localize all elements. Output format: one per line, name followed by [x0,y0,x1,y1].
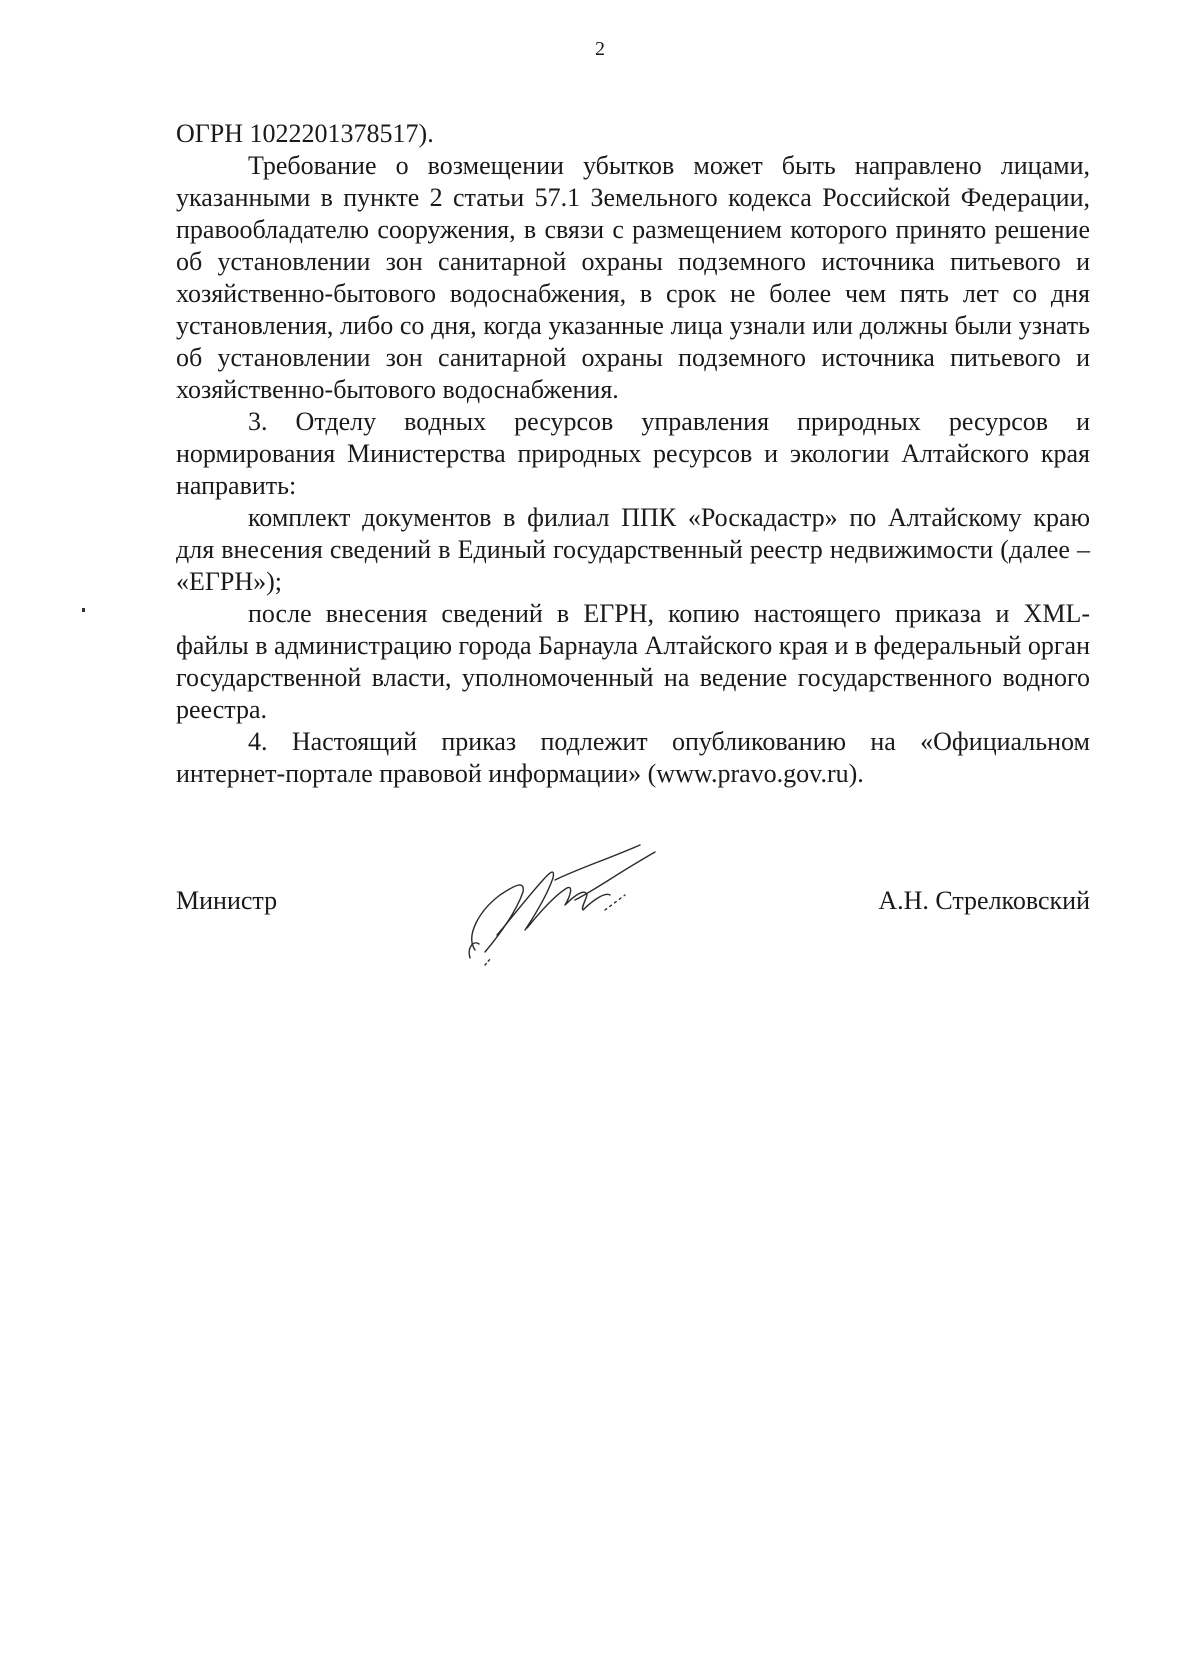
paragraph-item-3: 3. Отделу водных ресурсов управления природных ресурсов и нормирования Министерства природных ресурсов и экологии Алтайского края направить: [176,407,1090,500]
paragraph-ogrn: ОГРН 1022201378517). [176,119,434,148]
signatory-title: Министр [176,886,278,915]
signatory-name: А.Н. Стрелковский [878,886,1090,915]
handwritten-signature [455,840,685,970]
paragraph-item-4: 4. Настоящий приказ подлежит опубликованию на «Официальном интернет-портале правовой информации» (www.pravo.gov.ru). [176,727,1090,788]
paragraph-roskadastr: комплект документов в филиал ППК «Роскадастр» по Алтайскому краю для внесения сведений в Единый государственный реестр недвижимости (далее – «ЕГРН»); [176,503,1090,596]
document-body [176,118,1090,790]
margin-mark [82,608,85,612]
paragraph-after-egrn: после внесения сведений в ЕГРН, копию настоящего приказа и XML-файлы в администрацию города Барнаула Алтайского края и в федеральный орган государственной власти, уполномоченный на ведение государственного водного реестра. [176,599,1090,724]
paragraph-damages-claim: Требование о возмещении убытков может быть направлено лицами, указанными в пункте 2 статьи 57.1 Земельного кодекса Российской Федерации, правообладателю сооружения, в связи с размещением которого принято решение об установлении зон санитарной охраны подземного источника питьевого и хозяйственно-бытового водоснабжения, в срок не более чем пять лет со дня установления, либо со дня, когда указанные лица узнали или должны были узнать об установлении зон санитарной охраны подземного источника питьевого и хозяйственно-бытового водоснабжения. [176,151,1090,404]
page-number: 2 [595,38,605,60]
